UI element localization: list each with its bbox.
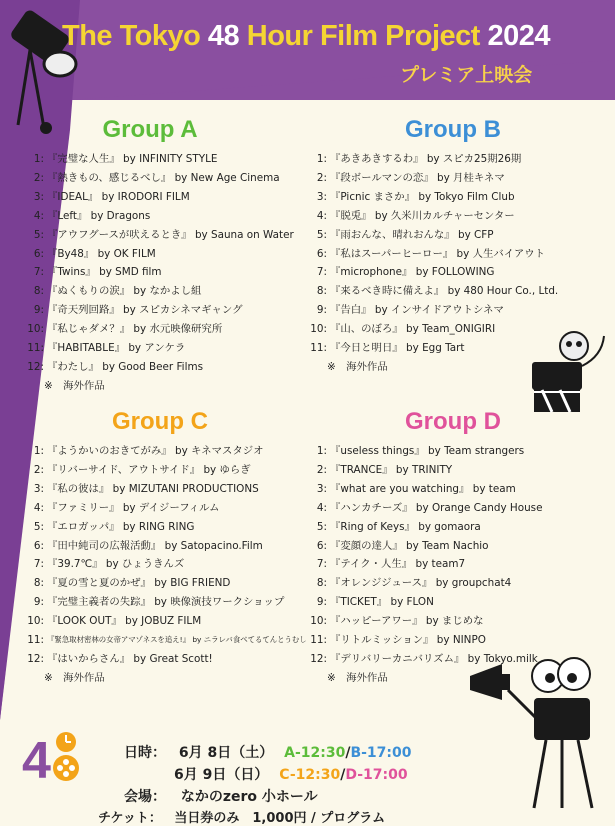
film-item <box>20 301 280 320</box>
film-item <box>303 593 603 612</box>
overseas-note: ※ 海外作品 <box>44 671 105 684</box>
overseas-note: ※ 海外作品 <box>327 671 388 684</box>
film-title: 『私じゃダメ？』 by 水元映像研究所 <box>47 323 223 336</box>
film-number: 3: <box>316 482 327 495</box>
film-title: 『HABITABLE』 by アンケラ <box>47 342 186 355</box>
film-title: 『あきあきするわ』 by スピカ25期26期 <box>330 153 522 165</box>
film-title: 『デリバリーカニバリズム』 by Tokyo.milk <box>330 652 538 665</box>
film-title: 『useless things』 by Team strangers <box>330 445 525 457</box>
film-number: 10: <box>27 615 44 628</box>
film-title: 『Ring of Keys』 by gomaora <box>330 520 481 533</box>
film-title: 『夏の雪と夏のかぜ』 by BIG FRIEND <box>47 577 231 590</box>
film-item <box>303 442 603 461</box>
film-item <box>20 150 280 169</box>
film-item <box>303 188 603 207</box>
ticket-row: チケット： 当日券のみ 1,000円 / プログラム <box>98 811 386 826</box>
film-number: 1: <box>316 445 327 457</box>
film-number: 12: <box>27 652 44 665</box>
group-d-title: Group D <box>405 408 501 435</box>
film-item <box>20 339 280 358</box>
film-item <box>303 574 603 593</box>
film-title: 『Left』 by Dragons <box>47 209 151 222</box>
film-number: 8: <box>316 285 327 298</box>
film-item <box>20 518 300 537</box>
film-item <box>20 537 300 556</box>
film-number: 12: <box>27 360 44 373</box>
film-title: 『ファミリー』 by デイジーフィルム <box>47 501 220 514</box>
film-item <box>303 499 603 518</box>
film-item <box>303 555 603 574</box>
film-number: 3: <box>33 482 44 495</box>
film-number: 10: <box>27 323 44 336</box>
film-item <box>303 169 603 188</box>
film-item <box>20 442 300 461</box>
film-title: 『アウフグースが吠えるとき』 by Sauna on Water <box>47 228 294 241</box>
film-number: 4: <box>316 209 327 222</box>
film-number: 9: <box>316 596 327 609</box>
film-item <box>20 593 300 612</box>
film-item <box>303 518 603 537</box>
film-item <box>303 226 603 245</box>
film-number: 2: <box>316 463 327 476</box>
film-number: 6: <box>33 539 44 552</box>
film-item <box>20 188 280 207</box>
group-a-list <box>20 150 294 377</box>
film-number: 1: <box>33 445 44 457</box>
film-number: 1: <box>316 153 327 165</box>
film-item <box>303 537 603 556</box>
film-title: 『はいからさん』 by Great Scott! <box>47 652 213 665</box>
film-number: 6: <box>33 247 44 260</box>
film-item <box>303 612 603 631</box>
film-number: 11: <box>310 342 327 355</box>
film-item <box>20 574 300 593</box>
date-row-1: 日時： 6月 8日（土） A-12:30/B-17:00 <box>124 745 412 761</box>
film-item <box>20 320 280 339</box>
film-title: 『エロガッパ』 by RING RING <box>47 520 195 533</box>
film-number: 12: <box>310 652 327 665</box>
film-item <box>303 480 603 499</box>
film-title: 『what are you watching』 by team <box>330 482 516 495</box>
film-item <box>20 612 300 631</box>
film-title: 『テイク・人生』 by team7 <box>330 558 466 571</box>
film-number: 4: <box>33 501 44 514</box>
film-title: 『告白』 by インサイドアウトシネマ <box>330 304 504 317</box>
venue-row: 会場： なかのzero 小ホール <box>124 789 318 805</box>
film-title: 『Picnic まさか』 by Tokyo Film Club <box>330 190 515 203</box>
film-number: 7: <box>33 558 44 571</box>
film-item <box>303 150 603 169</box>
film-title: 『LOOK OUT』 by JOBUZ FILM <box>47 615 202 628</box>
film-title: 『リトルミッション』 by NINPO <box>330 634 486 647</box>
film-item <box>20 282 280 301</box>
group-d-list <box>303 442 603 669</box>
film-number: 2: <box>316 171 327 184</box>
film-number: 5: <box>33 520 44 533</box>
film-item <box>303 245 603 264</box>
page-title: The Tokyo 48 Hour Film Project 2024 <box>62 20 551 52</box>
group-b-title: Group B <box>405 116 501 143</box>
film-title: 『Twins』 by SMD film <box>47 266 162 279</box>
film-title: 『奇天列回路』 by スピカシネマギャング <box>47 304 243 317</box>
film-title: 『今日と明日』 by Egg Tart <box>330 342 465 355</box>
film-number: 4: <box>33 209 44 222</box>
group-c <box>20 408 307 688</box>
film-title: 『熱きもの、感じるべし』 by New Age Cinema <box>47 171 280 184</box>
film-item <box>20 499 300 518</box>
film-number: 4: <box>316 501 327 514</box>
film-title: 『私の彼は』 by MIZUTANI PRODUCTIONS <box>47 482 259 495</box>
film-title: 『ハッピーアワー』 by まじめな <box>330 615 484 628</box>
film-title: 『オレンジジュース』 by groupchat4 <box>330 577 512 590</box>
film-title: 『IDEAL』 by IRODORI FILM <box>47 190 190 203</box>
film-item <box>303 207 603 226</box>
film-title: 『完璧主義者の失踪』 by 映像演技ワークショップ <box>47 596 285 609</box>
film-number: 5: <box>316 228 327 241</box>
film-item <box>303 301 603 320</box>
film-number: 11: <box>310 634 327 647</box>
film-title: 『来るべき時に備えよ』 by 480 Hour Co., Ltd. <box>330 285 559 298</box>
film-title: 『完璧な人生』 by INFINITY STYLE <box>47 153 218 165</box>
film-number: 7: <box>33 266 44 279</box>
film-title: 『TICKET』 by FLON <box>330 596 434 609</box>
film-item <box>20 480 300 499</box>
film-item <box>20 263 280 282</box>
film-number: 5: <box>316 520 327 533</box>
film-number: 10: <box>310 615 327 628</box>
overseas-note: ※ 海外作品 <box>327 360 388 373</box>
group-c-title: Group C <box>112 408 208 435</box>
film-number: 11: <box>27 342 44 355</box>
svg-text:4: 4 <box>22 732 51 786</box>
film-title: 『雨おんな、晴れおんな』 by CFP <box>330 228 494 241</box>
film-number: 8: <box>33 577 44 590</box>
film-item <box>20 555 300 574</box>
film-number: 5: <box>33 228 44 241</box>
film-number: 2: <box>33 171 44 184</box>
overseas-note: ※ 海外作品 <box>44 379 105 392</box>
film-title: 『私はスーパーヒーロー』 by 人生バイアウト <box>330 247 546 260</box>
film-number: 8: <box>316 577 327 590</box>
film-number: 1: <box>33 153 44 165</box>
film-item <box>20 207 280 226</box>
film-title: 『By48』 by OK FILM <box>47 247 156 260</box>
film-number: 10: <box>310 323 327 336</box>
film-item <box>303 282 603 301</box>
film-title: 『緊急取材密林の女帝アマゾネスを追え!』 by ニラレバ食べてるてんとうむし <box>47 635 307 645</box>
event-info <box>0 716 615 826</box>
film-number: 3: <box>33 190 44 203</box>
film-title: 『microphone』 by FOLLOWING <box>330 266 495 279</box>
group-c-list <box>20 442 307 669</box>
group-d <box>303 408 603 688</box>
film-number: 6: <box>316 247 327 260</box>
film-item <box>20 169 280 188</box>
film-camera-icon <box>512 326 608 426</box>
film-item <box>20 650 300 669</box>
film-title: 『39.7℃』 by ひょうきんズ <box>47 558 185 571</box>
film-item <box>303 263 603 282</box>
film-number: 7: <box>316 266 327 279</box>
film-number: 8: <box>33 285 44 298</box>
film-title: 『ハンカチーズ』 by Orange Candy House <box>330 501 543 514</box>
film-title: 『段ボールマンの恋』 by 月桂キネマ <box>330 171 505 184</box>
film-title: 『変顔の達人』 by Team Nachio <box>330 539 489 552</box>
film-number: 7: <box>316 558 327 571</box>
film-title: 『わたし』 by Good Beer Films <box>47 360 203 373</box>
film-number: 3: <box>316 190 327 203</box>
film-number: 6: <box>316 539 327 552</box>
film-number: 2: <box>33 463 44 476</box>
film-title: 『リバーサイド、アウトサイド』 by ゆらぎ <box>47 463 251 476</box>
film-item <box>20 245 280 264</box>
page-subtitle: プレミア上映会 <box>400 64 533 86</box>
group-a-title: Group A <box>102 116 198 143</box>
film-number: 9: <box>33 596 44 609</box>
group-a <box>20 116 294 396</box>
film-title: 『田中純司の広報活動』 by Satopacino.Film <box>47 539 263 552</box>
film-title: 『TRANCE』 by TRINITY <box>330 463 453 476</box>
film-title: 『ぬくもりの涙』 by なかよし組 <box>47 285 202 298</box>
film-title: 『山、のぼろ』 by Team_ONIGIRI <box>330 323 496 336</box>
film-item <box>20 226 294 245</box>
film-number: 9: <box>33 304 44 317</box>
film-number: 11: <box>27 634 44 647</box>
film-item <box>20 631 307 650</box>
film-number: 9: <box>316 304 327 317</box>
film-item <box>20 461 300 480</box>
film-title: 『脱兎』 by 久米川カルチャーセンター <box>330 209 515 222</box>
film-item <box>303 461 603 480</box>
film-item <box>20 358 280 377</box>
film-title: 『ようかいのおきてがみ』 by キネマスタジオ <box>47 445 264 457</box>
date-row-2: 6月 9日（日） C-12:30/D-17:00 <box>174 767 408 783</box>
